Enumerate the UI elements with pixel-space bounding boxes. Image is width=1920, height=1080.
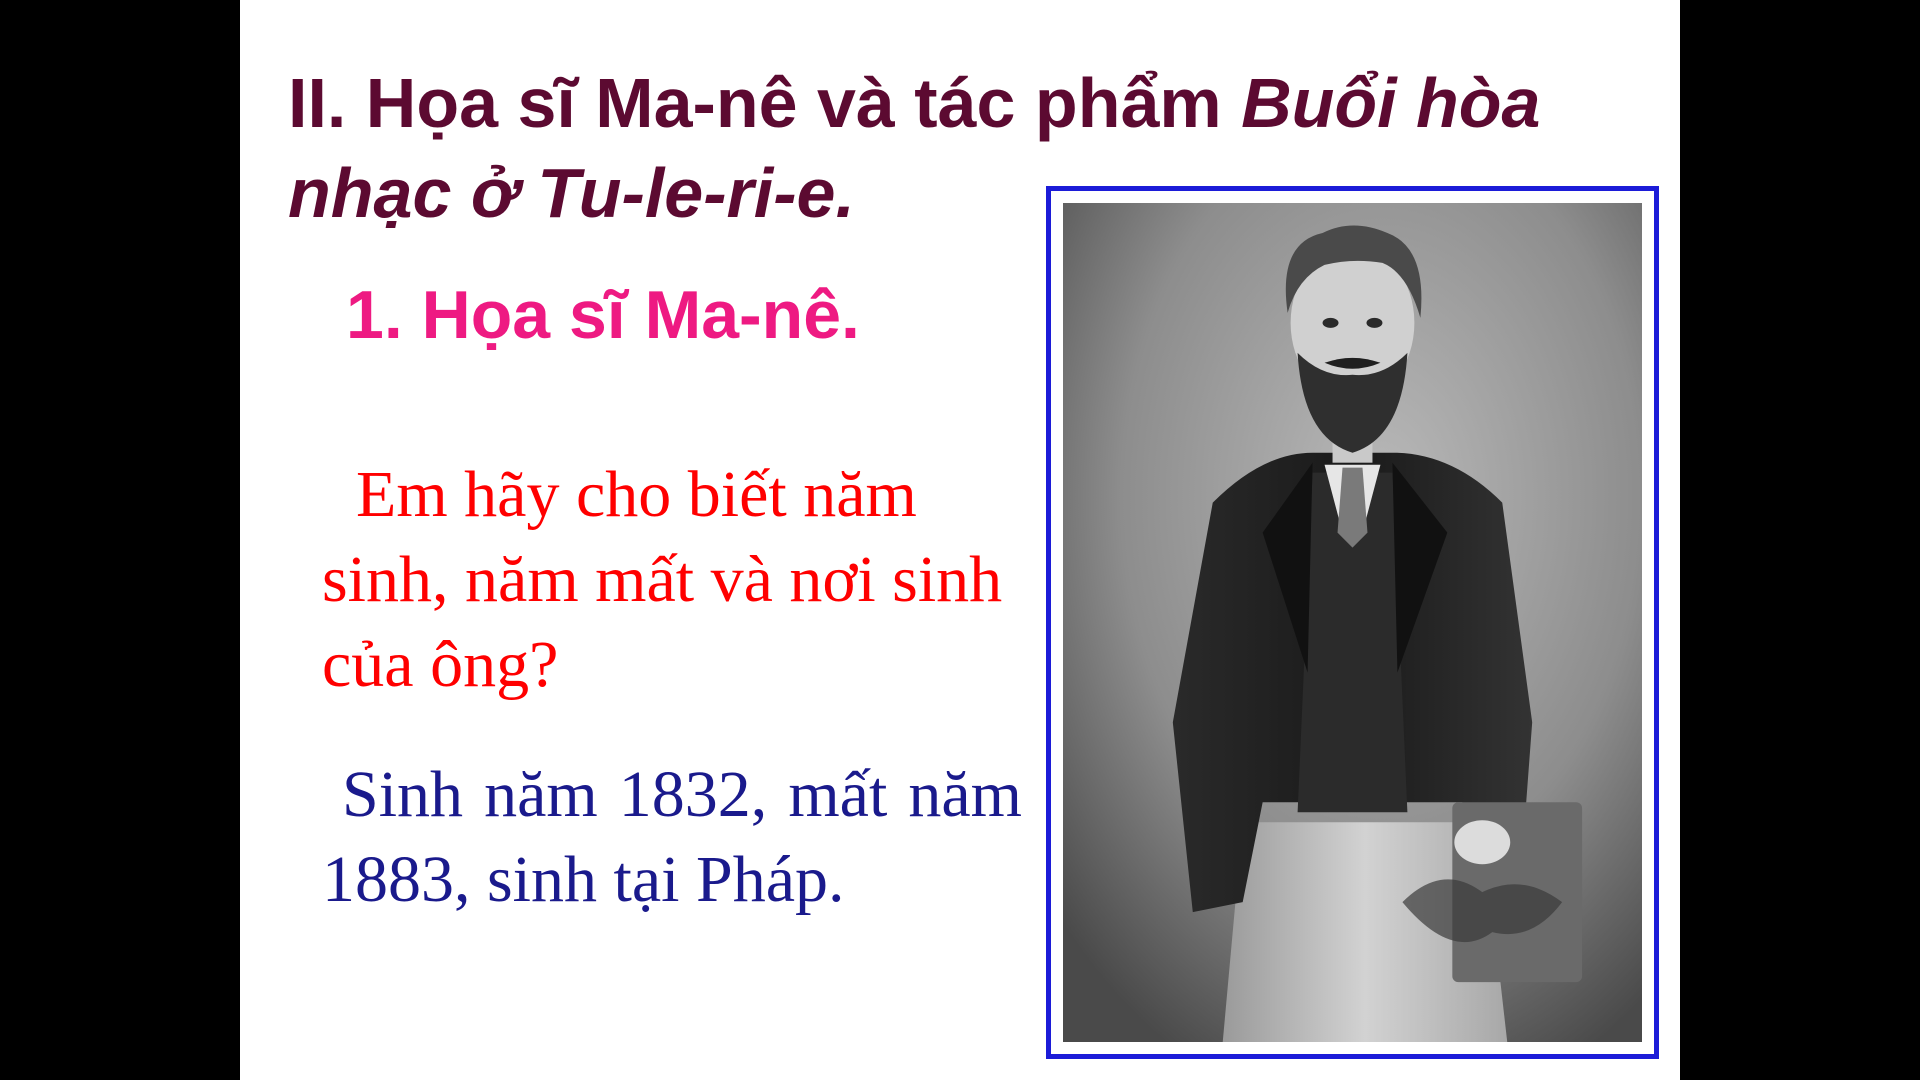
necktie [1338,468,1368,548]
title-artwork-name: Buổi hòa nhạc ở Tu-le-ri-e. [288,64,1541,232]
portrait-photo-icon [1063,203,1642,1042]
question-text: Em hãy cho biết năm sinh, năm mất và nơi sinh của ông? [322,458,1003,701]
slide [240,0,1680,1080]
answer-text: Sinh năm 1832, mất năm 1883, sinh tại Pháp. [322,758,1022,916]
portrait-frame [1046,186,1659,1059]
hand [1454,820,1510,864]
portrait-illustration [1063,203,1642,1042]
left-eye [1323,318,1339,328]
right-eye [1366,318,1382,328]
title-prefix: II. Họa sĩ Ma-nê và tác phẩm [288,64,1242,142]
section-subtitle: 1. Họa sĩ Ma-nê. [346,277,860,353]
